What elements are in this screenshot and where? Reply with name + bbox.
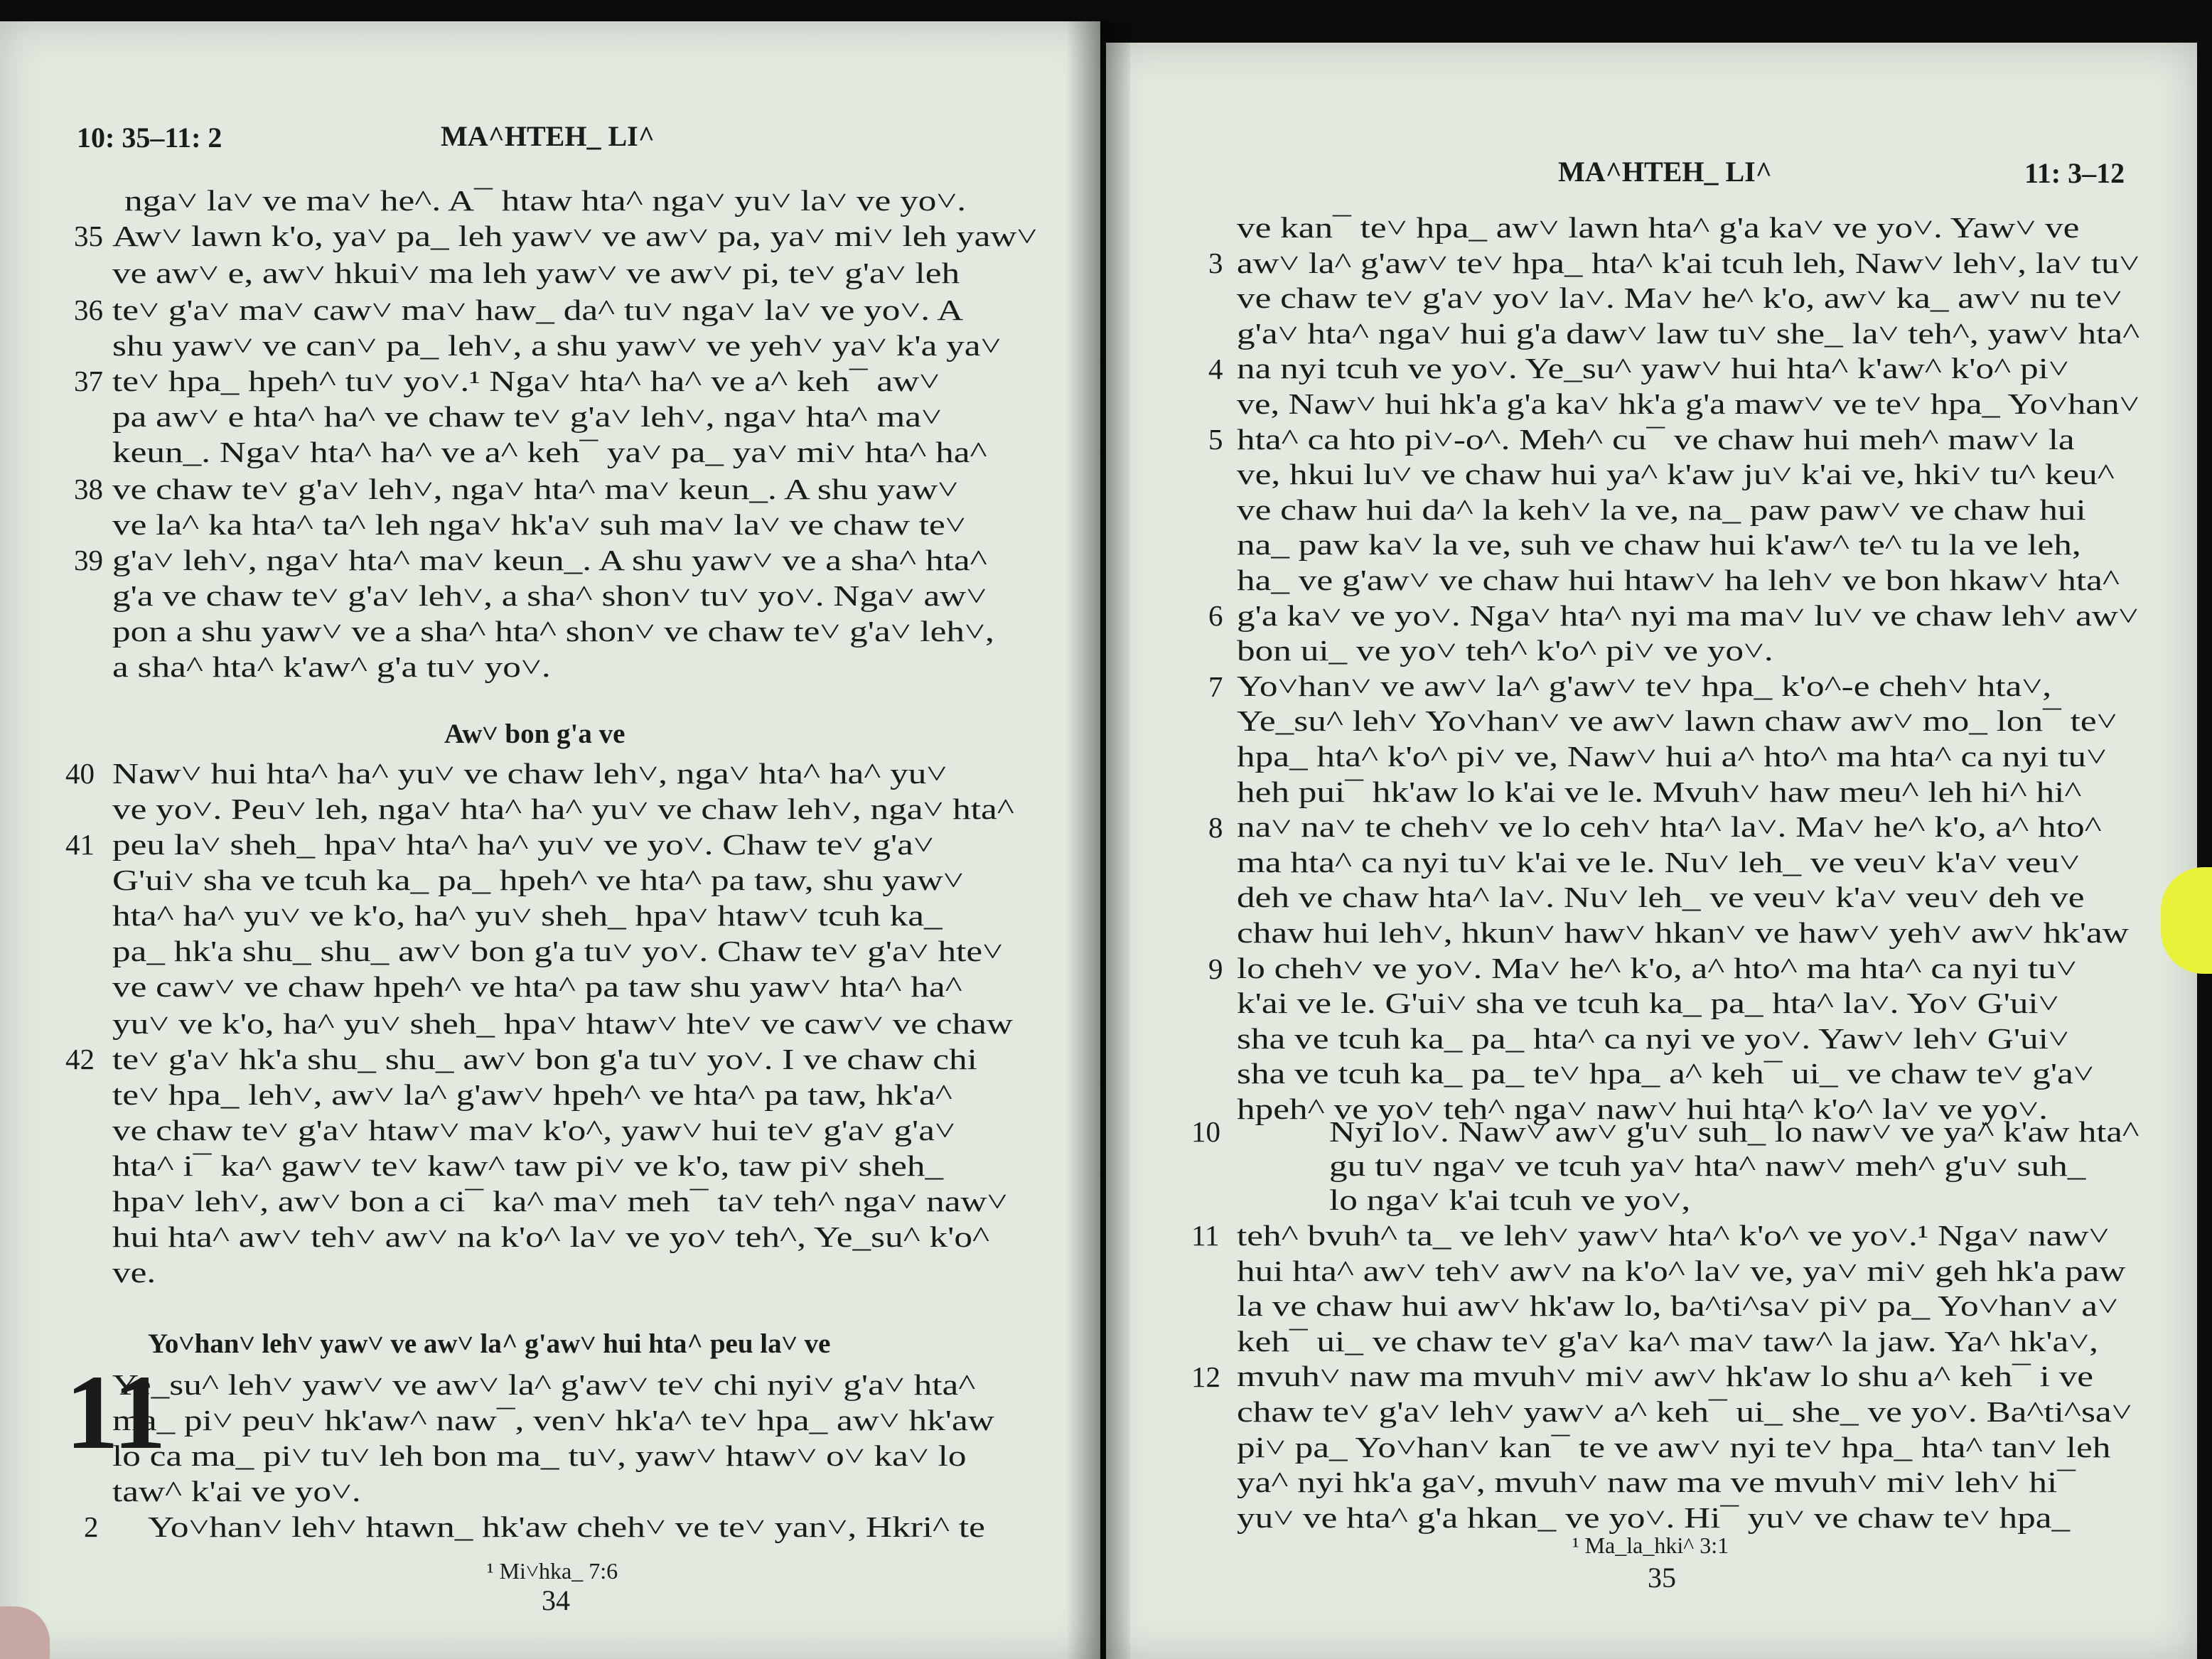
text-line: chaw te˅ g'a˅ leh˅ yaw˅ a^ keh¯ ui_ she_ ve yo˅. Ba^ti^sa˅ xyxy=(1237,1395,2132,1428)
text-line: hpa˅ leh˅, aw˅ bon a ci¯ ka^ ma˅ meh¯ ta˅ teh^ nga˅ naw˅ xyxy=(112,1185,1008,1218)
text-line: ve chaw te˅ g'a˅ leh˅, nga˅ hta^ ma˅ keun_. A shu yaw˅ xyxy=(112,473,959,505)
text-line: ve, Naw˅ hui hk'a g'a ka˅ hk'a g'a maw˅ ve te˅ hpa_ Yo˅han˅ xyxy=(1237,387,2140,420)
verse-number: 8 xyxy=(1208,811,1223,844)
text-line: hta^ ca hto pi˅-o^. Meh^ cu¯ ve chaw hui meh^ maw˅ la xyxy=(1237,422,2075,456)
text-line: lo cheh˅ ve yo˅. Ma˅ he^ k'o, a^ hto^ ma hta^ ca nyi tu˅ xyxy=(1237,951,2077,984)
text-line: k'ai ve le. G'ui˅ sha ve tcuh ka_ pa_ hta^ la˅. Yo˅ G'ui˅ xyxy=(1237,987,2059,1020)
text-line: hta^ ha^ yu˅ ve k'o, ha^ yu˅ sheh_ hpa˅ htaw˅ tcuh ka_ xyxy=(112,899,943,932)
chapter-number: 11 xyxy=(65,1353,166,1471)
text-line: ve caw˅ ve chaw hpeh^ ve hta^ pa taw shu yaw˅ hta^ ha^ xyxy=(112,970,962,1003)
text-line: sha ve tcuh ka_ pa_ hta^ ca nyi ve yo˅. Yaw˅ leh˅ G'ui˅ xyxy=(1237,1021,2069,1055)
text-line: pi˅ pa_ Yo˅han˅ kan¯ te ve aw˅ nyi te˅ hpa_ hta^ tan˅ leh xyxy=(1237,1430,2111,1464)
footnote: ¹ Ma_la_hki^ 3:1 xyxy=(1572,1532,1729,1558)
verse-number: 42 xyxy=(65,1043,95,1075)
text-line: gu tu˅ nga˅ ve tcuh ya˅ hta^ naw˅ meh^ g'u˅ suh_ xyxy=(1329,1149,2086,1182)
text-line: ve aw˅ e, aw˅ hkui˅ ma leh yaw˅ ve aw˅ pi, te˅ g'a˅ leh xyxy=(112,257,960,289)
text-line: mvuh˅ naw ma mvuh˅ mi˅ aw˅ hk'aw lo shu a^ keh¯ i ve xyxy=(1237,1360,2094,1393)
section-heading: Aw˅ bon g'a ve xyxy=(444,719,626,749)
text-line: g'a˅ hta^ nga˅ hui g'a daw˅ law tu˅ she_ la˅ teh^, yaw˅ hta^ xyxy=(1237,316,2140,350)
text-line: ve chaw te˅ g'a˅ htaw˅ ma˅ k'o^, yaw˅ hui te˅ g'a˅ g'a˅ xyxy=(112,1114,955,1147)
text-line: peu la˅ sheh_ hpa˅ hta^ ha^ yu˅ ve yo˅. Chaw te˅ g'a˅ xyxy=(112,828,934,861)
text-line: te˅ g'a˅ hk'a shu_ shu_ aw˅ bon g'a tu˅ yo˅. I ve chaw chi xyxy=(112,1043,977,1075)
verse-number: 35 xyxy=(74,220,103,252)
text-line: ma hta^ ca nyi tu˅ k'ai ve le. Nu˅ leh_ ve veu˅ k'a˅ veu˅ xyxy=(1237,845,2081,879)
footnote: ¹ Mi˅hka_ 7:6 xyxy=(487,1558,618,1584)
text-line: yu˅ ve k'o, ha^ yu˅ sheh_ hpa˅ htaw˅ hte˅ ve caw˅ ve chaw xyxy=(112,1007,1013,1040)
verse-number: 10 xyxy=(1191,1115,1220,1148)
text-line: ha_ ve g'aw˅ ve chaw hui htaw˅ ha leh˅ ve bon hkaw˅ hta^ xyxy=(1237,564,2120,596)
verse-number: 41 xyxy=(65,828,95,861)
verse-number: 3 xyxy=(1208,247,1223,279)
text-line: lo nga˅ k'ai tcuh ve yo˅, xyxy=(1329,1183,1691,1216)
text-line: lo ca ma_ pi˅ tu˅ leh bon ma_ tu˅, yaw˅ htaw˅ o˅ ka˅ lo xyxy=(112,1439,967,1472)
text-line: te˅ hpa_ leh˅, aw˅ la^ g'aw˅ hpeh^ ve hta^ pa taw, hk'a^ xyxy=(112,1078,952,1111)
section-heading: Yo˅han˅ leh˅ yaw˅ ve aw˅ la^ g'aw˅ hui hta^ peu la˅ ve xyxy=(148,1328,831,1359)
text-line: ve kan¯ te˅ hpa_ aw˅ lawn hta^ g'a ka˅ ve yo˅. Yaw˅ ve xyxy=(1237,211,2080,244)
verse-number: 5 xyxy=(1208,423,1223,456)
verse-number: 12 xyxy=(1191,1360,1220,1393)
text-line: hta^ i¯ ka^ gaw˅ te˅ kaw^ taw pi˅ ve k'o, taw pi˅ sheh_ xyxy=(112,1149,944,1182)
verse-number: 11 xyxy=(1191,1219,1220,1252)
text-line: pa_ hk'a shu_ shu_ aw˅ bon g'a tu˅ yo˅. Chaw te˅ g'a˅ hte˅ xyxy=(112,935,1003,967)
text-line: Yo˅han˅ ve aw˅ la^ g'aw˅ te˅ hpa_ k'o^-e cheh˅ hta˅, xyxy=(1237,669,2052,702)
text-line: deh ve chaw hta^ la˅. Nu˅ leh_ ve veu˅ k'a˅ veu˅ deh ve xyxy=(1237,881,2085,914)
text-line: keun_. Nga˅ hta^ ha^ ve a^ keh¯ ya˅ pa_ ya˅ mi˅ hta^ ha^ xyxy=(112,436,987,468)
verse-number: 6 xyxy=(1208,599,1223,632)
text-line: keh¯ ui_ ve chaw te˅ g'a˅ ka^ ma˅ taw^ la jaw. Ya^ hk'a˅, xyxy=(1237,1324,2098,1358)
text-line: hui hta^ aw˅ teh˅ aw˅ na k'o^ la˅ ve yo˅ teh^, Ye_su^ k'o^ xyxy=(112,1220,990,1253)
text-line: Aw˅ lawn k'o, ya˅ pa_ leh yaw˅ ve aw˅ pa, ya˅ mi˅ leh yaw˅ xyxy=(112,220,1038,252)
text-line: Yo˅han˅ leh˅ htawn_ hk'aw cheh˅ ve te˅ yan˅, Hkri^ te xyxy=(148,1510,985,1543)
verse-number: 7 xyxy=(1208,670,1223,703)
text-line: ve, hkui lu˅ ve chaw hui ya^ k'aw ju˅ k'ai ve, hki˅ tu^ keu^ xyxy=(1237,458,2115,491)
text-line: g'a ka˅ ve yo˅. Nga˅ hta^ nyi ma ma˅ lu˅ ve chaw leh˅ aw˅ xyxy=(1237,598,2139,632)
text-line: chaw hui leh˅, hkun˅ haw˅ hkan˅ ve haw˅ yeh˅ aw˅ hk'aw xyxy=(1237,916,2129,949)
text-line: ve la^ ka hta^ ta^ leh nga˅ hk'a˅ suh ma˅ la˅ ve chaw te˅ xyxy=(112,508,966,541)
text-line: te˅ g'a˅ ma˅ caw˅ ma˅ haw_ da^ tu˅ nga˅ la˅ ve yo˅. A xyxy=(112,294,964,326)
verse-number: 36 xyxy=(74,294,103,326)
text-line: ve. xyxy=(112,1256,156,1289)
verse-number: 40 xyxy=(65,757,95,790)
text-line: heh pui¯ hk'aw lo k'ai ve le. Mvuh˅ haw meu^ leh hi^ hi^ xyxy=(1237,775,2082,808)
text-line: ve chaw hui da^ la keh˅ la ve, na_ paw paw˅ ve chaw hui xyxy=(1237,493,2086,526)
verse-number: 9 xyxy=(1208,952,1223,985)
verse-number: 39 xyxy=(74,544,103,576)
text-line: bon ui_ ve yo˅ teh^ k'o^ pi˅ ve yo˅. xyxy=(1237,634,1773,667)
text-line: teh^ bvuh^ ta_ ve leh˅ yaw˅ hta^ k'o^ ve yo˅.¹ Nga˅ naw˅ xyxy=(1237,1219,2110,1252)
text-line: na_ paw ka˅ la ve, suh ve chaw hui k'aw^ te^ tu la ve leh, xyxy=(1237,528,2081,562)
text-line: na˅ na˅ te cheh˅ ve lo ceh˅ hta^ la˅. Ma˅ he^ k'o, a^ hto^ xyxy=(1237,810,2102,844)
text-line: g'a ve chaw te˅ g'a˅ leh˅, a sha^ shon˅ tu˅ yo˅. Nga˅ aw˅ xyxy=(112,579,987,612)
verse-number: 38 xyxy=(74,473,103,505)
text-line: Ye_su^ leh˅ Yo˅han˅ ve aw˅ lawn chaw aw˅ mo_ lon¯ te˅ xyxy=(1237,704,2117,738)
verse-number: 2 xyxy=(84,1510,99,1543)
left-header-title: MA^HTEH_ LI^ xyxy=(441,120,655,152)
text-line: la ve chaw hui aw˅ hk'aw lo, ba^ti^sa˅ pi˅ pa_ Yo˅han˅ a˅ xyxy=(1237,1289,2118,1323)
text-line: shu yaw˅ ve can˅ pa_ leh˅, a shu yaw˅ ve yeh˅ ya˅ k'a ya˅ xyxy=(112,329,1002,362)
text-line: ve chaw te˅ g'a˅ yo˅ la˅. Ma˅ he^ k'o, aw˅ ka_ aw˅ nu te˅ xyxy=(1237,281,2122,315)
page-number: 35 xyxy=(1648,1562,1676,1594)
text-line: hpa_ hta^ k'o^ pi˅ ve, Naw˅ hui a^ hto^ ma hta^ ca nyi tu˅ xyxy=(1237,740,2107,773)
text-line: hpeh^ ve yo˅ teh^ nga˅ naw˅ hui hta^ k'o^ la˅ ve yo˅. xyxy=(1237,1092,2048,1125)
text-line: yu˅ ve hta^ g'a hkan_ ve yo˅. Hi¯ yu˅ ve chaw te˅ hpa_ xyxy=(1237,1500,2071,1534)
verse-number: 37 xyxy=(74,365,103,397)
text-line: G'ui˅ sha ve tcuh ka_ pa_ hpeh^ ve hta^ pa taw, shu yaw˅ xyxy=(112,864,964,896)
text-line: g'a˅ leh˅, nga˅ hta^ ma˅ keun_. A shu yaw˅ ve a sha^ hta^ xyxy=(112,544,987,576)
verse-number: 4 xyxy=(1208,353,1223,385)
text-line: na nyi tcuh ve yo˅. Ye_su^ yaw˅ hui hta^ k'aw^ k'o^ pi˅ xyxy=(1237,352,2069,385)
book-gutter xyxy=(1066,21,1130,1659)
text-line: te˅ hpa_ hpeh^ tu˅ yo˅.¹ Nga˅ hta^ ha^ ve a^ keh¯ aw˅ xyxy=(112,365,940,397)
text-line: taw^ k'ai ve yo˅. xyxy=(112,1475,361,1508)
text-line: ya^ nyi hk'a ga˅, mvuh˅ naw ma ve mvuh˅ mi˅ leh˅ hi¯ xyxy=(1237,1466,2076,1499)
text-line: Nyi lo˅. Naw˅ aw˅ g'u˅ suh_ lo naw˅ ve ya^ k'aw hta^ xyxy=(1329,1115,2139,1148)
text-line: Ye_su^ leh˅ yaw˅ ve aw˅ la^ g'aw˅ te˅ chi nyi˅ g'a˅ hta^ xyxy=(112,1368,976,1401)
text-line: ma_ pi˅ peu˅ hk'aw^ naw¯, ven˅ hk'a^ te˅ hpa_ aw˅ hk'aw xyxy=(112,1404,994,1437)
text-line: aw˅ la^ g'aw˅ te˅ hpa_ hta^ k'ai tcuh leh, Naw˅ leh˅, la˅ tu˅ xyxy=(1237,246,2140,279)
text-line: hui hta^ aw˅ teh˅ aw˅ na k'o^ la˅ ve, ya˅ mi˅ geh hk'a paw xyxy=(1237,1254,2126,1287)
text-line: pa aw˅ e hta^ ha^ ve chaw te˅ g'a˅ leh˅, nga˅ hta^ ma˅ xyxy=(112,400,942,433)
text-line: a sha^ hta^ k'aw^ g'a tu˅ yo˅. xyxy=(112,650,551,683)
text-line: nga˅ la˅ ve ma˅ he^. A¯ htaw hta^ nga˅ yu˅ la˅ ve yo˅. xyxy=(124,184,967,217)
text-line: pon a shu yaw˅ ve a sha^ hta^ shon˅ ve chaw te˅ g'a˅ leh˅, xyxy=(112,615,994,648)
right-header-title: MA^HTEH_ LI^ xyxy=(1558,156,1772,188)
right-header-reference: 11: 3–12 xyxy=(2024,157,2125,189)
page-number: 34 xyxy=(542,1584,570,1616)
text-line: ve yo˅. Peu˅ leh, nga˅ hta^ ha^ yu˅ ve chaw leh˅, nga˅ hta^ xyxy=(112,793,1014,825)
text-line: Naw˅ hui hta^ ha^ yu˅ ve chaw leh˅, nga˅ hta^ ha^ yu˅ xyxy=(112,757,947,790)
left-header-reference: 10: 35–11: 2 xyxy=(77,122,222,154)
text-line: sha ve tcuh ka_ pa_ te˅ hpa_ a^ keh¯ ui_ ve chaw te˅ g'a˅ xyxy=(1237,1057,2094,1090)
